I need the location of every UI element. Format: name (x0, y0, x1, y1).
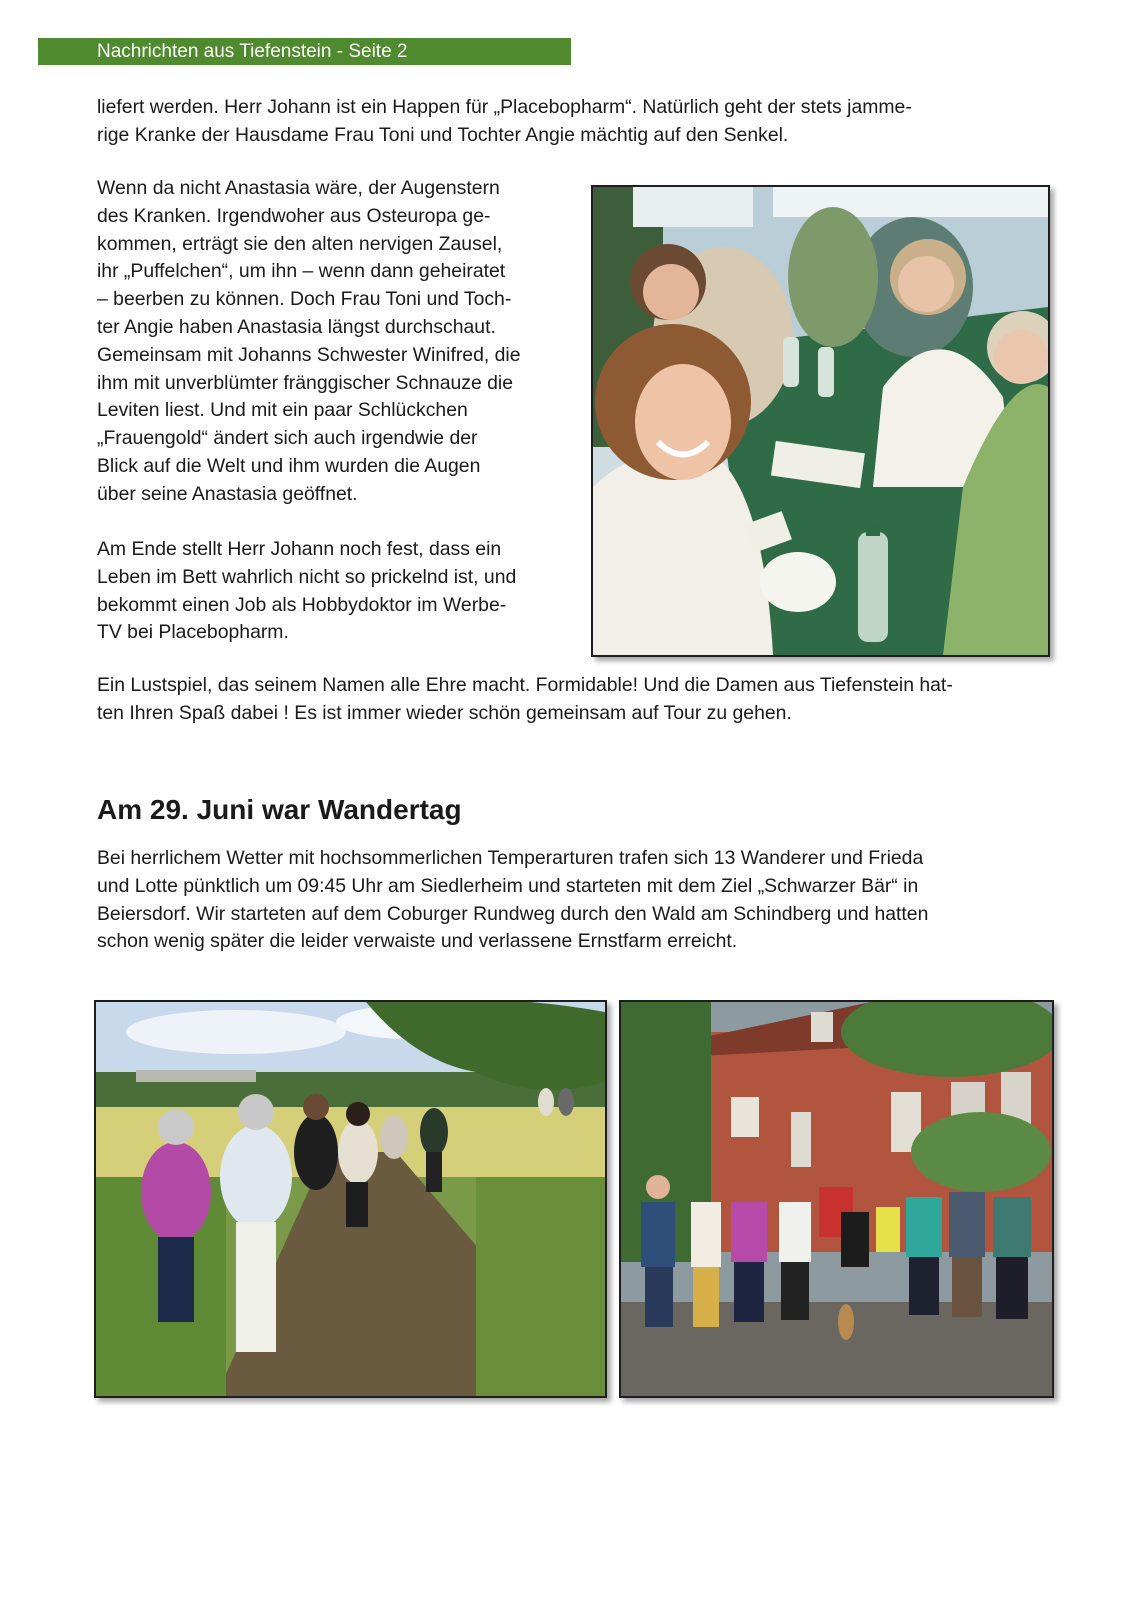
text-line: Am Ende stellt Herr Johann noch fest, dass ein (97, 538, 502, 560)
text-line: schon wenig später die leider verwaiste und verlassene Ernstfarm erreicht. (97, 930, 738, 953)
text-line: Leben im Bett wahrlich nicht so prickelnd ist, und (97, 565, 517, 588)
section-heading-wandertag: Am 29. Juni war Wandertag (97, 794, 462, 825)
summary-paragraph (97, 672, 953, 728)
text-line: Leviten liest. Und mit ein paar Schlückchen (97, 399, 468, 422)
photo-women-at-table-image (593, 187, 1048, 655)
text-line: ihr „Puffelchen“, um ihn – wenn dann geheiratet (97, 260, 506, 283)
photo-women-at-table (591, 185, 1050, 657)
text-line: bekommt einen Job als Hobbydoktor im Werbe- (97, 593, 507, 616)
text-line: – beerben zu können. Doch Frau Toni und Toch- (97, 288, 512, 311)
ending-paragraph (97, 536, 516, 647)
text-line: Gemeinsam mit Johanns Schwester Winifred, die (97, 343, 521, 366)
text-line: kommen, erträgt sie den alten nervigen Zausel, (97, 232, 503, 255)
anastasia-paragraph (97, 175, 521, 509)
photo-group-brick-house-image (621, 1002, 1052, 1396)
photo-group-brick-house (619, 1000, 1054, 1398)
text-line: TV bei Placebopharm. (97, 621, 289, 644)
text-line: ter Angie haben Anastasia längst durchschaut. (97, 315, 496, 338)
intro-paragraph (97, 94, 912, 150)
wandertag-paragraph (97, 845, 928, 956)
text-line: über seine Anastasia geöffnet. (97, 482, 358, 505)
text-line: Wenn da nicht Anastasia wäre, der Augenstern (97, 177, 500, 199)
text-line: ten Ihren Spaß dabei ! Es ist immer wieder schön gemeinsam auf Tour zu gehen. (97, 701, 792, 724)
photo-hikers-on-path (94, 1000, 607, 1398)
photo-hikers-on-path-image (96, 1002, 605, 1396)
text-line: Ein Lustspiel, das seinem Namen alle Ehre macht. Formidable! Und die Damen aus Tiefenstein hat- (97, 674, 953, 696)
text-line: liefert werden. Herr Johann ist ein Happen für „Placebopharm“. Natürlich geht der stets jamme- (97, 96, 912, 118)
page-header: Nachrichten aus Tiefenstein - Seite 2 (38, 38, 571, 65)
text-line: und Lotte pünktlich um 09:45 Uhr am Siedlerheim und starteten mit dem Ziel „Schwarzer Bär“ in (97, 874, 919, 897)
text-line: rige Kranke der Hausdame Frau Toni und Tochter Angie mächtig auf den Senkel. (97, 123, 789, 146)
text-line: Beiersdorf. Wir starteten auf dem Coburger Rundweg durch den Wald am Schindberg und hatten (97, 902, 929, 925)
text-line: des Kranken. Irgendwoher aus Osteuropa ge- (97, 204, 491, 227)
text-line: Bei herrlichem Wetter mit hochsommerlichen Temperarturen trafen sich 13 Wanderer und Frieda (97, 847, 924, 869)
text-line: „Frauengold“ ändert sich auch irgendwie der (97, 427, 478, 450)
text-line: Blick auf die Welt und ihm wurden die Augen (97, 454, 481, 477)
text-line: ihm mit unverblümter fränggischer Schnauze die (97, 371, 514, 394)
